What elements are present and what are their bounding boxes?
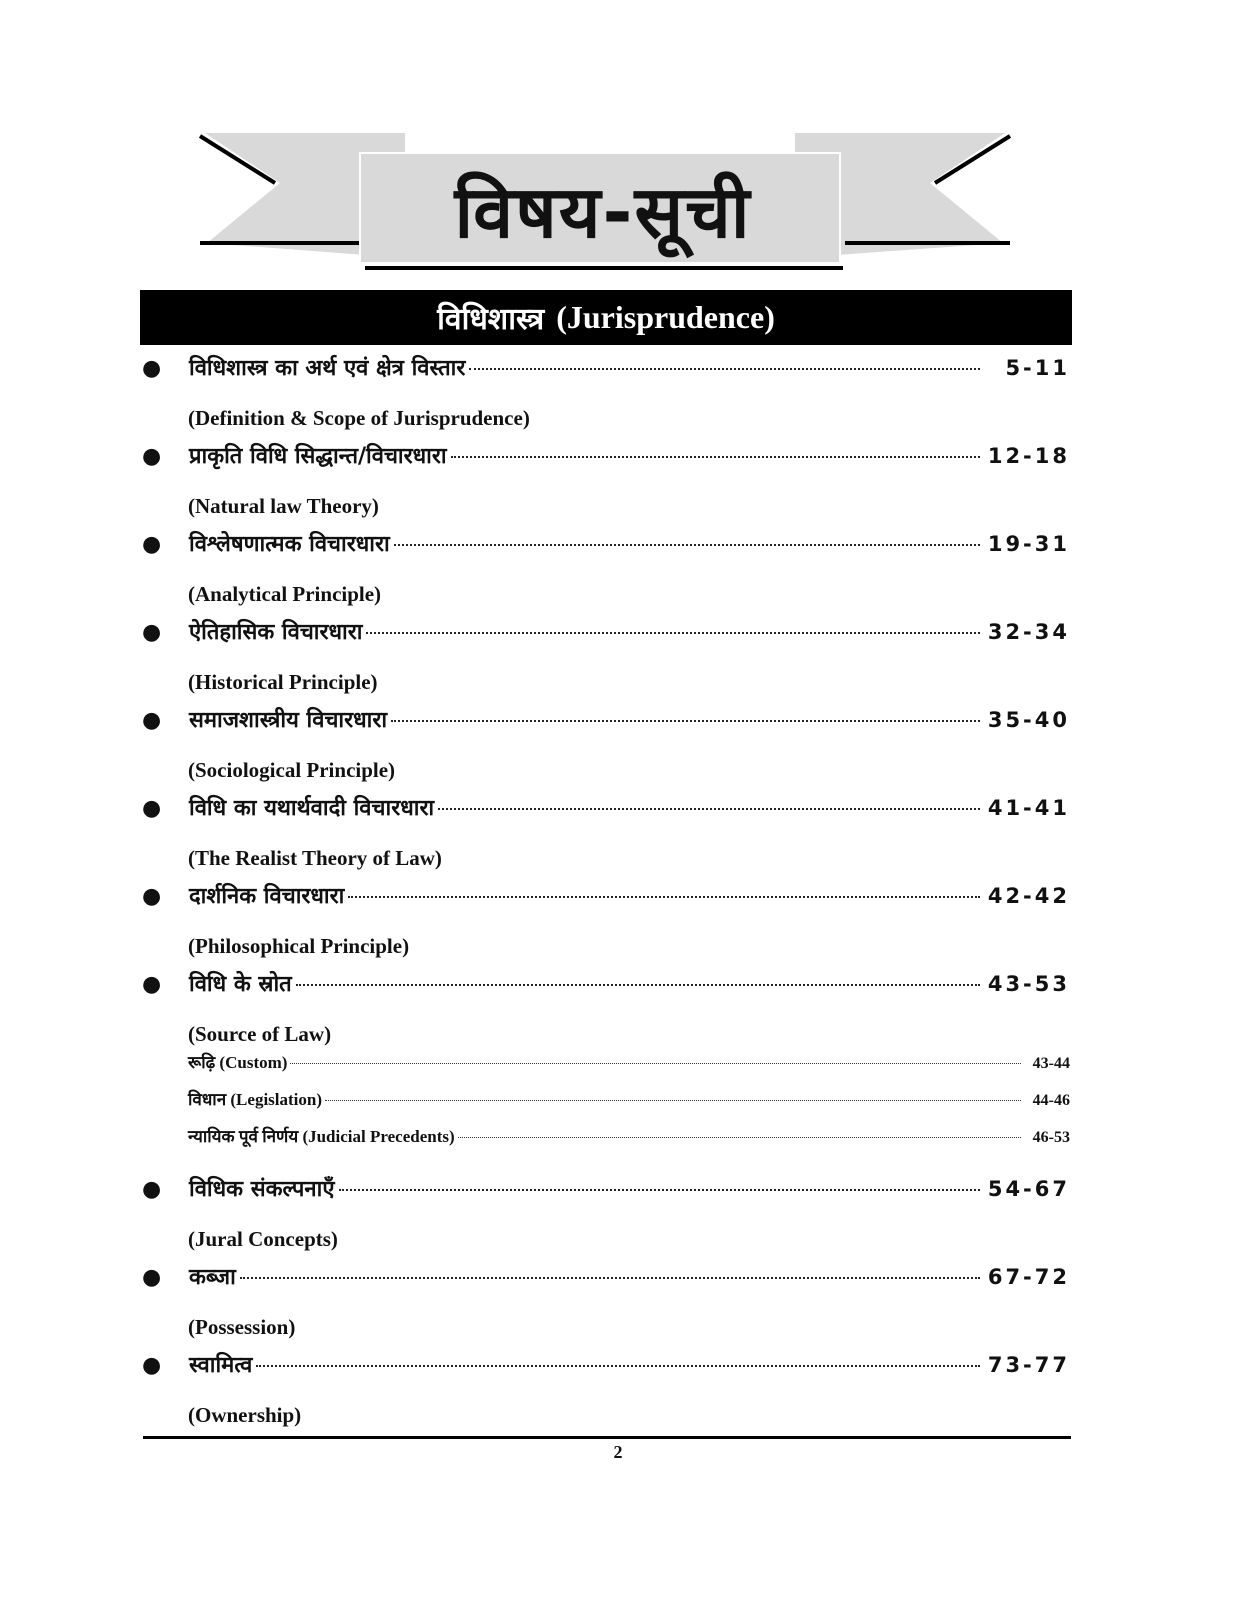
entry-title-hindi: प्राकृति विधि सिद्धान्त/विचारधारा <box>189 444 447 469</box>
toc-entry[interactable] <box>140 352 1070 440</box>
dot-leader <box>296 984 980 986</box>
sub-entry-pages: 44-46 <box>1032 1092 1070 1109</box>
bullet-icon: ● <box>142 532 162 557</box>
section-title-english: (Jurisprudence) <box>556 299 775 335</box>
page-number: 2 <box>613 1442 623 1462</box>
dot-leader <box>339 1189 981 1191</box>
entry-title-hindi: विधि के स्रोत <box>189 972 292 997</box>
entry-title-english: (Natural law Theory) <box>188 494 379 518</box>
dot-leader <box>438 808 980 810</box>
dot-leader <box>451 456 980 458</box>
footer-rule <box>143 1436 1071 1439</box>
entry-title-english: (Philosophical Principle) <box>188 934 410 958</box>
entry-title-hindi: समाजशास्त्रीय विचारधारा <box>189 708 388 733</box>
entry-pages: 73-77 <box>987 1353 1070 1377</box>
entry-title-english: (Ownership) <box>188 1403 302 1427</box>
toc-entry[interactable] <box>140 616 1070 704</box>
entry-title-hindi: विधिशास्त्र का अर्थ एवं क्षेत्र विस्तार <box>189 356 466 381</box>
toc-entry[interactable] <box>140 1349 1070 1437</box>
toc-entry[interactable] <box>140 880 1070 968</box>
entry-pages: 5-11 <box>1005 356 1070 380</box>
sub-entry[interactable] <box>188 1124 1070 1161</box>
dot-leader <box>290 1063 1021 1064</box>
sub-entry-title: विधान (Legislation) <box>188 1090 323 1109</box>
dot-leader <box>391 720 980 722</box>
toc-entry[interactable] <box>140 968 1070 1161</box>
entry-pages: 12-18 <box>987 444 1070 468</box>
bullet-icon: ● <box>142 1177 162 1202</box>
bullet-icon: ● <box>142 444 162 469</box>
sub-entry-pages: 46-53 <box>1032 1129 1070 1146</box>
entry-pages: 32-34 <box>987 620 1070 644</box>
dot-leader <box>458 1137 1021 1138</box>
dot-leader <box>348 896 980 898</box>
dot-leader <box>325 1100 1021 1101</box>
entry-title-hindi: कब्जा <box>189 1265 236 1290</box>
entry-pages: 54-67 <box>987 1177 1070 1201</box>
entry-title-english: (Source of Law) <box>188 1022 332 1046</box>
table-of-contents <box>140 352 1070 1437</box>
entry-title-english: (Historical Principle) <box>188 670 378 694</box>
entry-title-hindi: विधिक संकल्पनाएँ <box>189 1177 335 1202</box>
dot-leader <box>256 1365 980 1367</box>
entry-title-english: (Jural Concepts) <box>188 1227 338 1251</box>
toc-entry[interactable] <box>140 792 1070 880</box>
toc-entry[interactable] <box>140 1261 1070 1349</box>
sub-entry[interactable] <box>188 1087 1070 1124</box>
entry-pages: 42-42 <box>987 884 1070 908</box>
entry-title-hindi: ऐतिहासिक विचारधारा <box>189 620 363 645</box>
entry-title-english: (The Realist Theory of Law) <box>188 846 442 870</box>
entry-title-english: (Analytical Principle) <box>188 582 382 606</box>
bullet-icon: ● <box>142 356 162 381</box>
entry-pages: 67-72 <box>987 1265 1070 1289</box>
sub-entry-title: रूढ़ि (Custom) <box>188 1053 288 1072</box>
entry-title-hindi: स्वामित्व <box>189 1353 253 1378</box>
sub-entries <box>140 1050 1070 1161</box>
sub-entry-title: न्यायिक पूर्व निर्णय (Judicial Precedents) <box>188 1127 455 1146</box>
entry-pages: 35-40 <box>987 708 1070 732</box>
bullet-icon: ● <box>142 884 162 909</box>
toc-entry[interactable] <box>140 1173 1070 1261</box>
entry-title-english: (Definition & Scope of Jurisprudence) <box>188 406 530 430</box>
entry-title-hindi: विधि का यथार्थवादी विचारधारा <box>189 796 435 821</box>
page-title: विषय-सूची <box>454 170 752 254</box>
bullet-icon: ● <box>142 972 162 997</box>
bullet-icon: ● <box>142 1265 162 1290</box>
entry-pages: 43-53 <box>987 972 1070 996</box>
toc-entry[interactable] <box>140 704 1070 792</box>
section-header <box>140 290 1072 345</box>
dot-leader <box>366 632 980 634</box>
sub-entry-pages: 43-44 <box>1032 1055 1070 1072</box>
toc-entry[interactable] <box>140 528 1070 616</box>
entry-pages: 19-31 <box>987 532 1070 556</box>
dot-leader <box>240 1277 980 1279</box>
entry-title-english: (Sociological Principle) <box>188 758 396 782</box>
section-title-hindi: विधिशास्त्र <box>437 302 545 337</box>
dot-leader <box>469 368 980 370</box>
entry-title-hindi: दार्शनिक विचारधारा <box>189 884 345 909</box>
bullet-icon: ● <box>142 1353 162 1378</box>
bullet-icon: ● <box>142 796 162 821</box>
bullet-icon: ● <box>142 620 162 645</box>
bullet-icon: ● <box>142 708 162 733</box>
entry-title-hindi: विश्लेषणात्मक विचारधारा <box>189 532 390 557</box>
entry-title-english: (Possession) <box>188 1315 296 1339</box>
dot-leader <box>394 544 980 546</box>
entry-pages: 41-41 <box>987 796 1070 820</box>
toc-entry[interactable] <box>140 440 1070 528</box>
